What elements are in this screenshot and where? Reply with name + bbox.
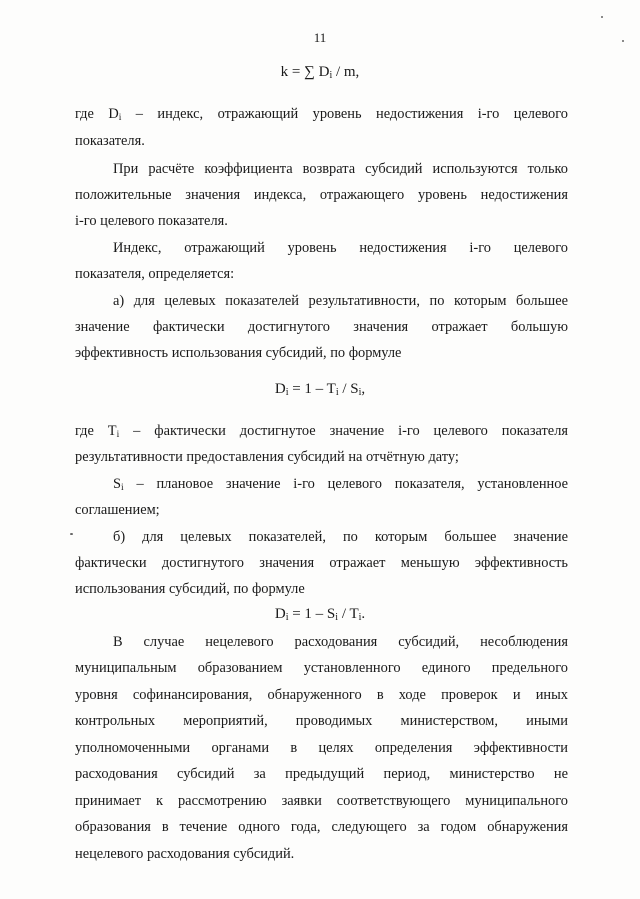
text-line: расходования субсидий за предыдущий период, министерство не xyxy=(75,766,568,782)
text-line: а) для целевых показателей результативности, по которым большее xyxy=(113,293,568,309)
formula-d-b: $D_i = 1 - S_i / T_i$. xyxy=(274,606,366,623)
text-line: значение фактически достигнутого значения отражает большую xyxy=(75,319,568,335)
text-line: где $T_i$ – фактически достигнутое значение i-го целевого показателя xyxy=(75,423,568,440)
text-line: $S_i$ – плановое значение i-го целевого показателя, установленное xyxy=(113,476,569,493)
text-line: показателя, определяется: xyxy=(75,266,235,282)
text-line: результативности предоставления субсидий на отчётную дату; xyxy=(75,449,459,465)
scan-speck xyxy=(601,16,603,18)
text-line: б) для целевых показателей, по которым большее значение xyxy=(113,529,568,545)
text-line: эффективность использования субсидий, по формуле xyxy=(75,345,402,361)
text-line: В случае нецелевого расходования субсидий, несоблюдения xyxy=(113,634,568,650)
page-number: 11 xyxy=(313,30,327,45)
text-line: показателя. xyxy=(75,133,145,149)
text-line: фактически достигнутого значения отражает меньшую эффективность xyxy=(75,555,568,571)
text-line: положительные значения индекса, отражающего уровень недостижения xyxy=(75,187,568,203)
text-line: использования субсидий, по формуле xyxy=(75,581,305,597)
text-line: При расчёте коэффициента возврата субсидий используются только xyxy=(113,161,568,177)
scan-speck xyxy=(70,533,73,535)
text-line: принимает к рассмотрению заявки соответствующего муниципального xyxy=(75,793,568,809)
text-line: Индекс, отражающий уровень недостижения i-го целевого xyxy=(113,240,568,256)
text-line: где $D_i$ – индекс, отражающий уровень недостижения i-го целевого xyxy=(75,106,568,123)
text-line: i-го целевого показателя. xyxy=(75,213,228,229)
text-line: образования в течение одного года, следующего за годом обнаружения xyxy=(75,819,568,835)
text-line: уровня софинансирования, обнаруженного в ходе проверок и иных xyxy=(75,687,568,703)
text-line: нецелевого расходования субсидий. xyxy=(75,846,295,862)
text-line: уполномоченными органами в целях определения эффективности xyxy=(75,740,568,756)
text-line: муниципальным образованием установленного единого предельного xyxy=(75,660,568,676)
formula-d-a: $D_i = 1 - T_i / S_i$, xyxy=(274,381,366,398)
text-line: контрольных мероприятий, проводимых министерством, иными xyxy=(75,713,568,729)
formula-k: k = ∑ $D_i$ / m, xyxy=(280,64,360,81)
text-line: соглашением; xyxy=(75,502,160,518)
